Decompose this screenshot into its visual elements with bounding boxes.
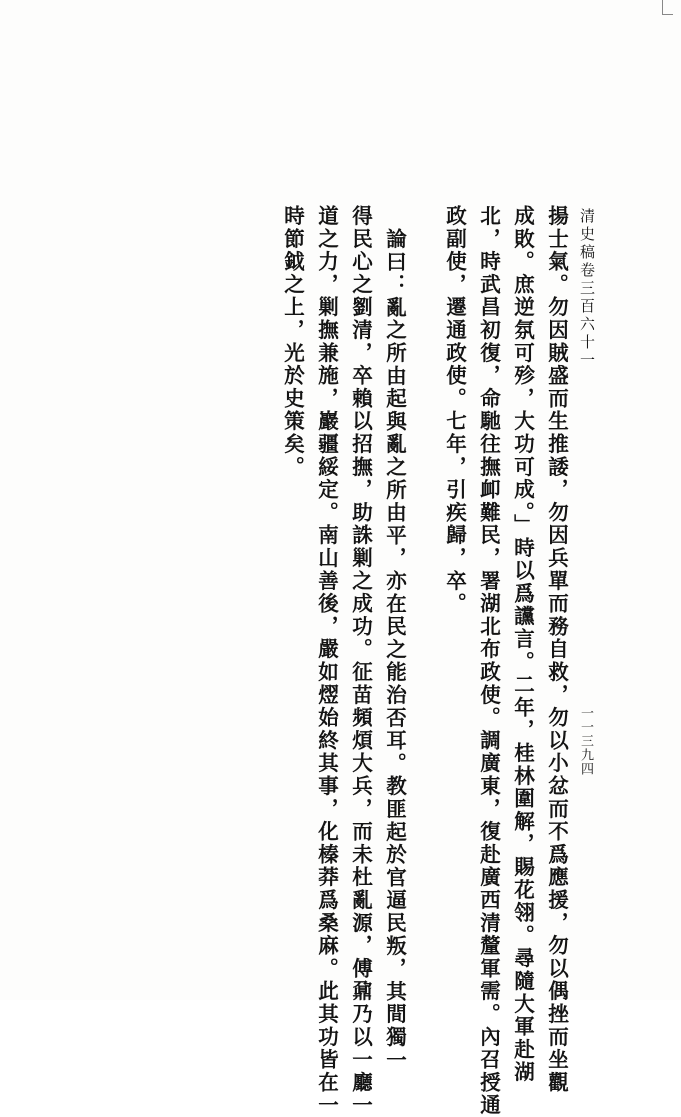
commentary-column-3: 道之力，剿撫兼施，巖疆綏定。南山善後，嚴如熤始終其事，化榛莽爲桑麻。此其功皆在一: [314, 205, 339, 1117]
text-column-2: 成敗。庶逆氛可殄，大功可成。」時以爲讜言。二年，桂林圍解，賜花翎。尋隨大軍赴湖: [510, 205, 535, 1084]
commentary-column-2: 得民心之劉清，卒賴以招撫，助誅剿之成功。征苗頻煩大兵，而未杜亂源，傅鼐乃以一廳一: [348, 205, 373, 1117]
text-column-1: 揚士氣。勿因賊盛而生推諉，勿因兵單而務自救，勿以小忿而不爲應援，勿以偶挫而坐觀: [544, 205, 569, 1095]
running-head-title: 清史稿卷三百六十一: [578, 208, 596, 370]
text-column-3: 北，時武昌初復，命馳往撫卹難民，署湖北布政使。調廣東，復赴廣西清釐軍需。內召授通: [476, 205, 501, 1117]
commentary-column-4: 時節鉞之上，光於史策矣。: [280, 205, 305, 479]
page-number: 一一三九四: [578, 706, 593, 776]
corner-mark: [662, 0, 673, 15]
commentary-column-1: 論曰：亂之所由起與亂之所由平，亦在民之能治否耳。教匪起於官逼民叛，其間獨一: [382, 228, 407, 1072]
text-column-4: 政副使，遷通政使。七年，引疾歸，卒。: [442, 205, 467, 616]
